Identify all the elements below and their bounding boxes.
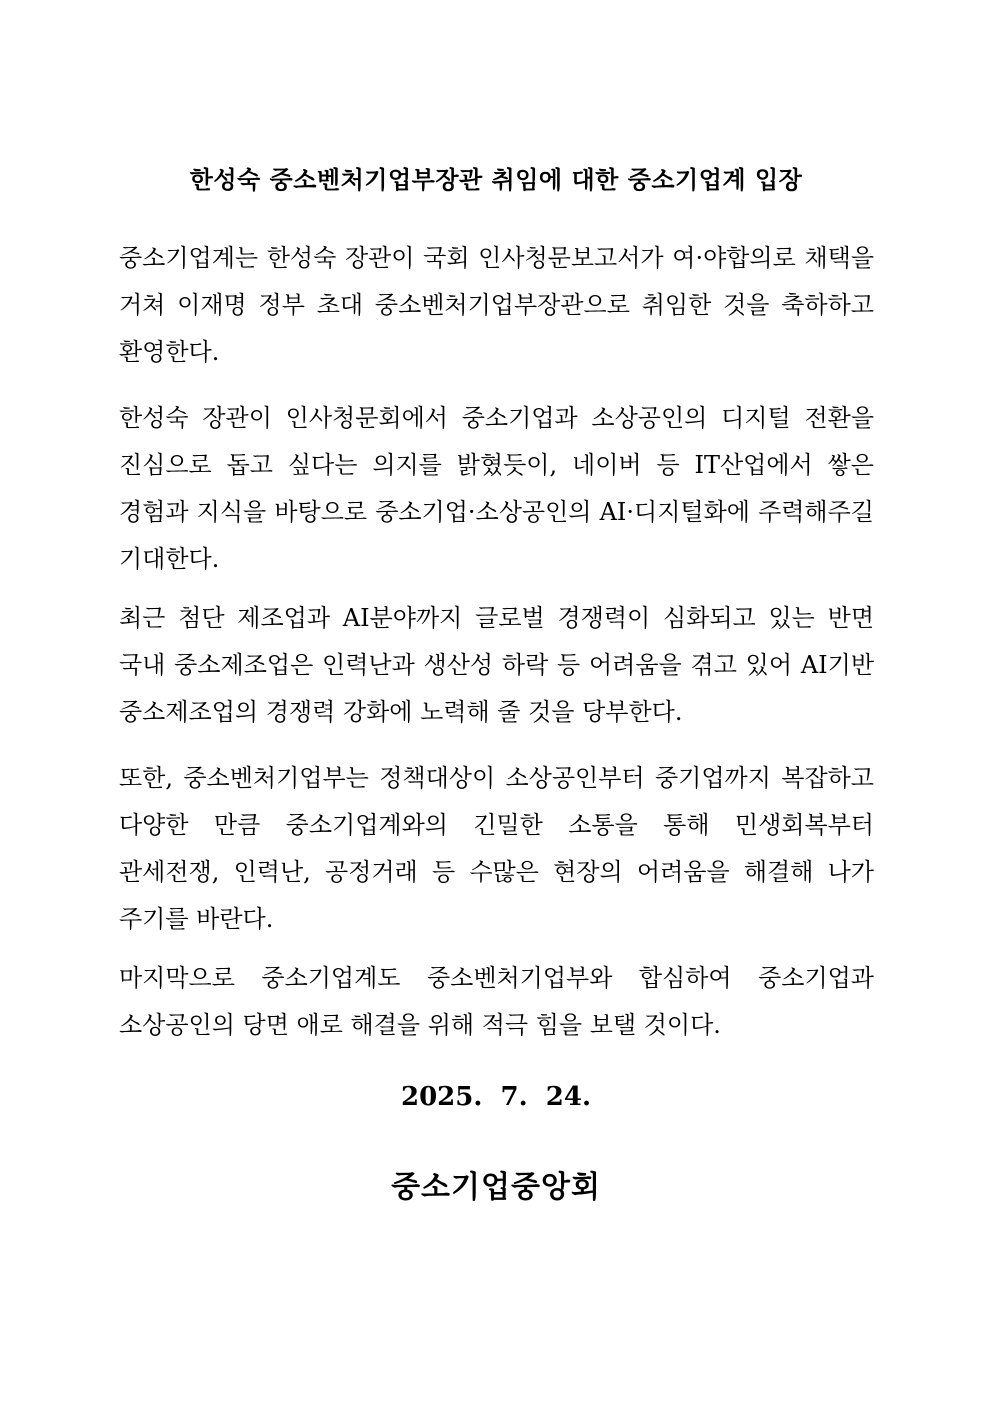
document-title: 한성숙 중소벤처기업부장관 취임에 대한 중소기업계 입장 xyxy=(189,165,803,194)
paragraph-communication: 또한, 중소벤처기업부는 정책대상이 소상공인부터 중기업까지 복잡하고 다양한 만큼 중소기업계와의 긴밀한 소통을 통해 민생회복부터 관세전쟁, 인력난, 공정거래 등 수많은 현장의 어려움을 해결해 나가 주기를 바란다. xyxy=(119,764,874,933)
paragraph-manufacturing-ai: 최근 첨단 제조업과 AI분야까지 글로벌 경쟁력이 심화되고 있는 반면 국내 중소제조업은 인력난과 생산성 하락 등 어려움을 겪고 있어 AI기반 중소제조업의 경쟁력 강화에 노력해 줄 것을 당부한다. xyxy=(119,604,874,726)
document-date: 2025. 7. 24. xyxy=(401,1082,591,1112)
paragraph-congratulations: 중소기업계는 한성숙 장관이 국회 인사청문보고서가 여·야합의로 채택을 거쳐 이재명 정부 초대 중소벤처기업부장관으로 취임한 것을 축하하고 환영한다. xyxy=(119,244,874,366)
paragraph-closing: 마지막으로 중소기업계도 중소벤처기업부와 합심하여 중소기업과 소상공인의 당면 애로 해결을 위해 적극 힘을 보탤 것이다. xyxy=(119,964,874,1039)
paragraph-digital-transition: 한성숙 장관이 인사청문회에서 중소기업과 소상공인의 디지털 전환을 진심으로 돕고 싶다는 의지를 밝혔듯이, 네이버 등 IT산업에서 쌓은 경험과 지식을 바탕으로 중소기업·소상공인의 AI·디지털화에 주력해주길 기대한다. xyxy=(119,404,874,573)
organization-name: 중소기업중앙회 xyxy=(391,1170,601,1205)
